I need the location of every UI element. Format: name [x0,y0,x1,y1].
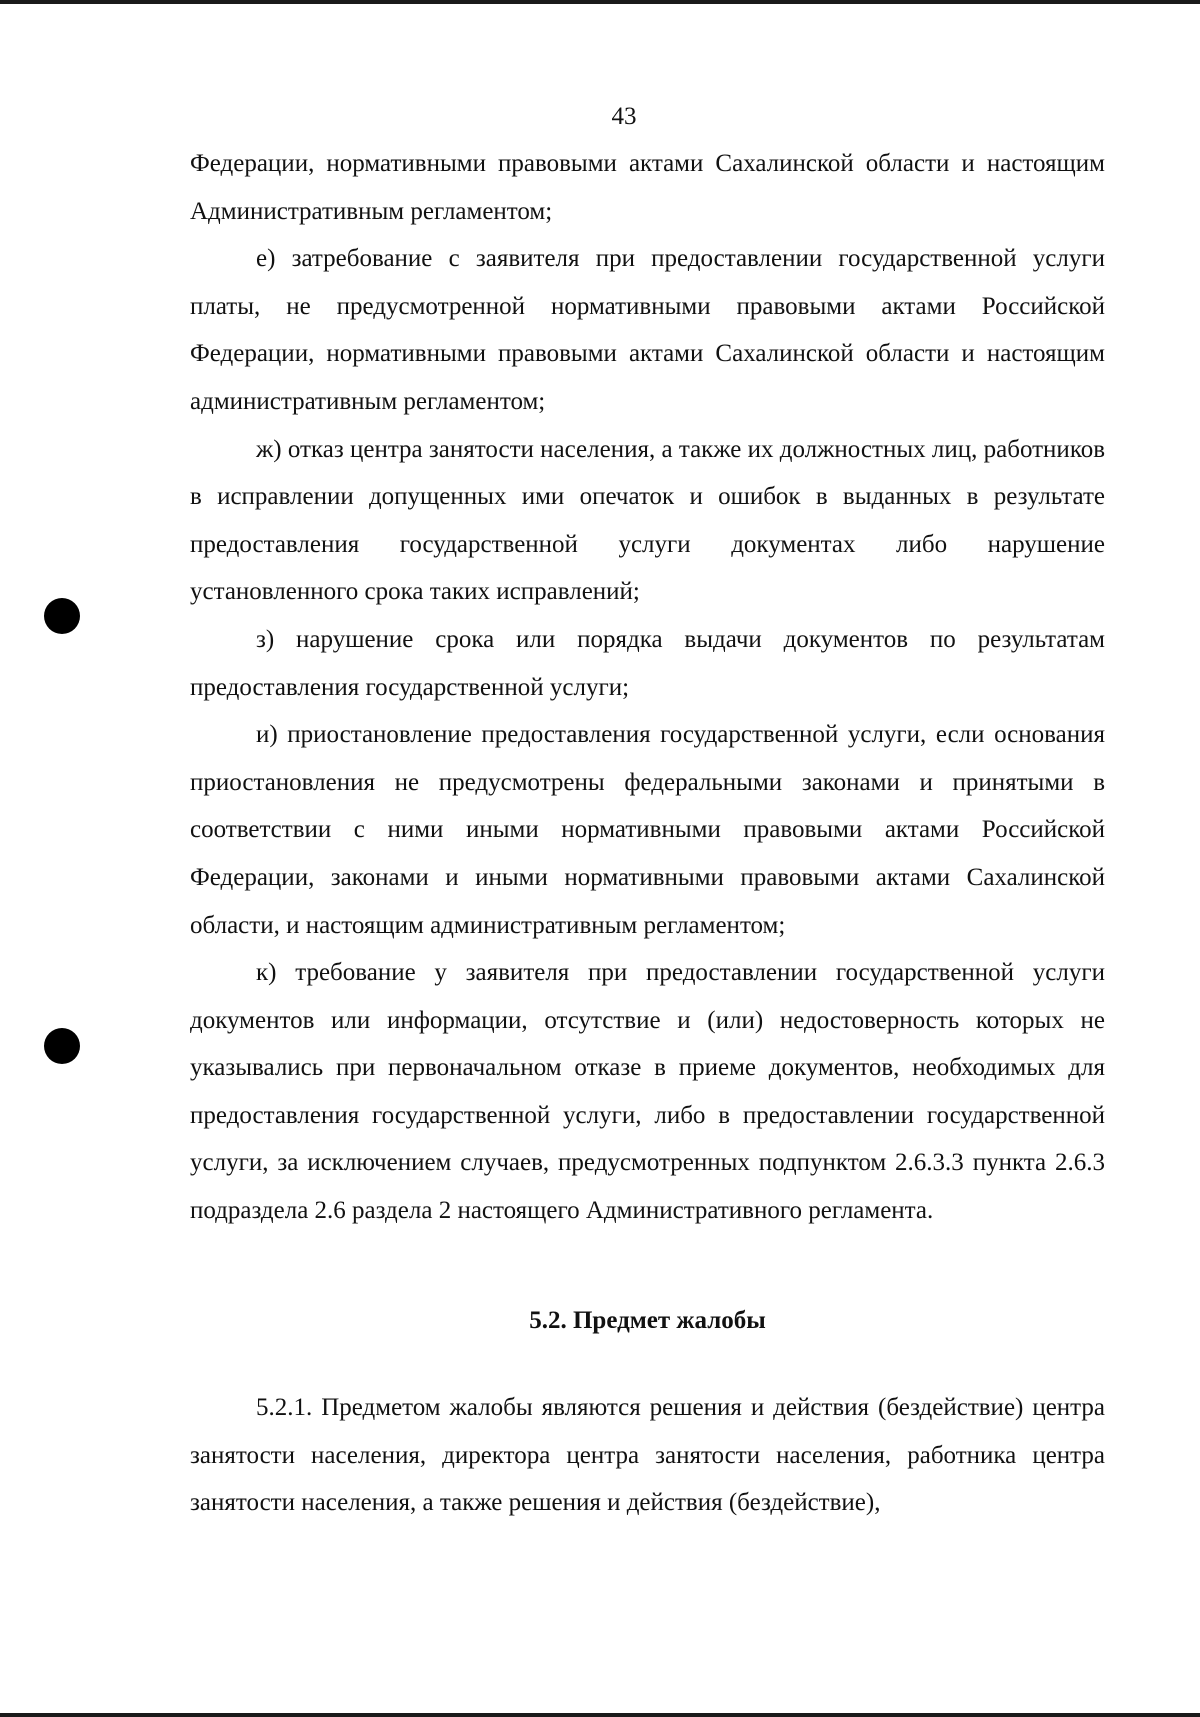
paragraph-item-zh: ж) отказ центра занятости населения, а также их должностных лиц, работников в исправлении допущенных ими опечаток и ошибок в выданных в результате предоставления государственной услуги документах либо нарушение установленного срока таких исправлений; [190,435,1105,606]
scan-edge-top [0,0,1200,4]
spacer [190,1235,1105,1297]
paragraph-5-2-1: 5.2.1. Предметом жалобы являются решения и действия (бездействие) центра занятости населения, директора центра занятости населения, работника центра занятости населения, а также решения и действия (бездействие), [190,1394,1105,1517]
paragraph-item-z: з) нарушение срока или порядка выдачи документов по результатам предоставления государственной услуги; [190,625,1105,701]
paragraph-continuation: Федерации, нормативными правовыми актами Сахалинской области и настоящим Административным регламентом; [190,150,1105,225]
document-body [190,140,1105,1527]
paragraph-item-k: к) требование у заявителя при предоставлении государственной услуги документов или информации, отсутствие и (или) недостоверность которых не указывались при первоначальном отказе в приеме документов, необходимых для предоставления государственной услуги, либо в предоставлении государственной услуги, за исключением случаев, предусмотренных подпунктом 2.6.3.3 пункта 2.6.3 подраздела 2.6 раздела 2 настоящего Административного регламента. [190,959,1105,1225]
scan-edge-bottom [0,1713,1200,1717]
paragraph-item-e: е) затребование с заявителя при предоставлении государственной услуги платы, не предусмотренной нормативными правовыми актами Российской Федерации, нормативными правовыми актами Сахалинской области и настоящим административным регламентом; [190,245,1105,415]
paragraph-item-i: и) приостановление предоставления государственной услуги, если основания приостановления не предусмотрены федеральными законами и принятыми в соответствии с ними иными нормативными правовыми актами Российской Федерации, законами и иными нормативными правовыми актами Сахалинской области, и настоящим административным регламентом; [190,721,1105,939]
punch-hole [44,598,80,634]
section-heading: 5.2. Предмет жалобы [529,1306,766,1334]
spacer [190,1344,1105,1384]
punch-hole [44,1028,80,1064]
page-number: 43 [611,103,637,130]
